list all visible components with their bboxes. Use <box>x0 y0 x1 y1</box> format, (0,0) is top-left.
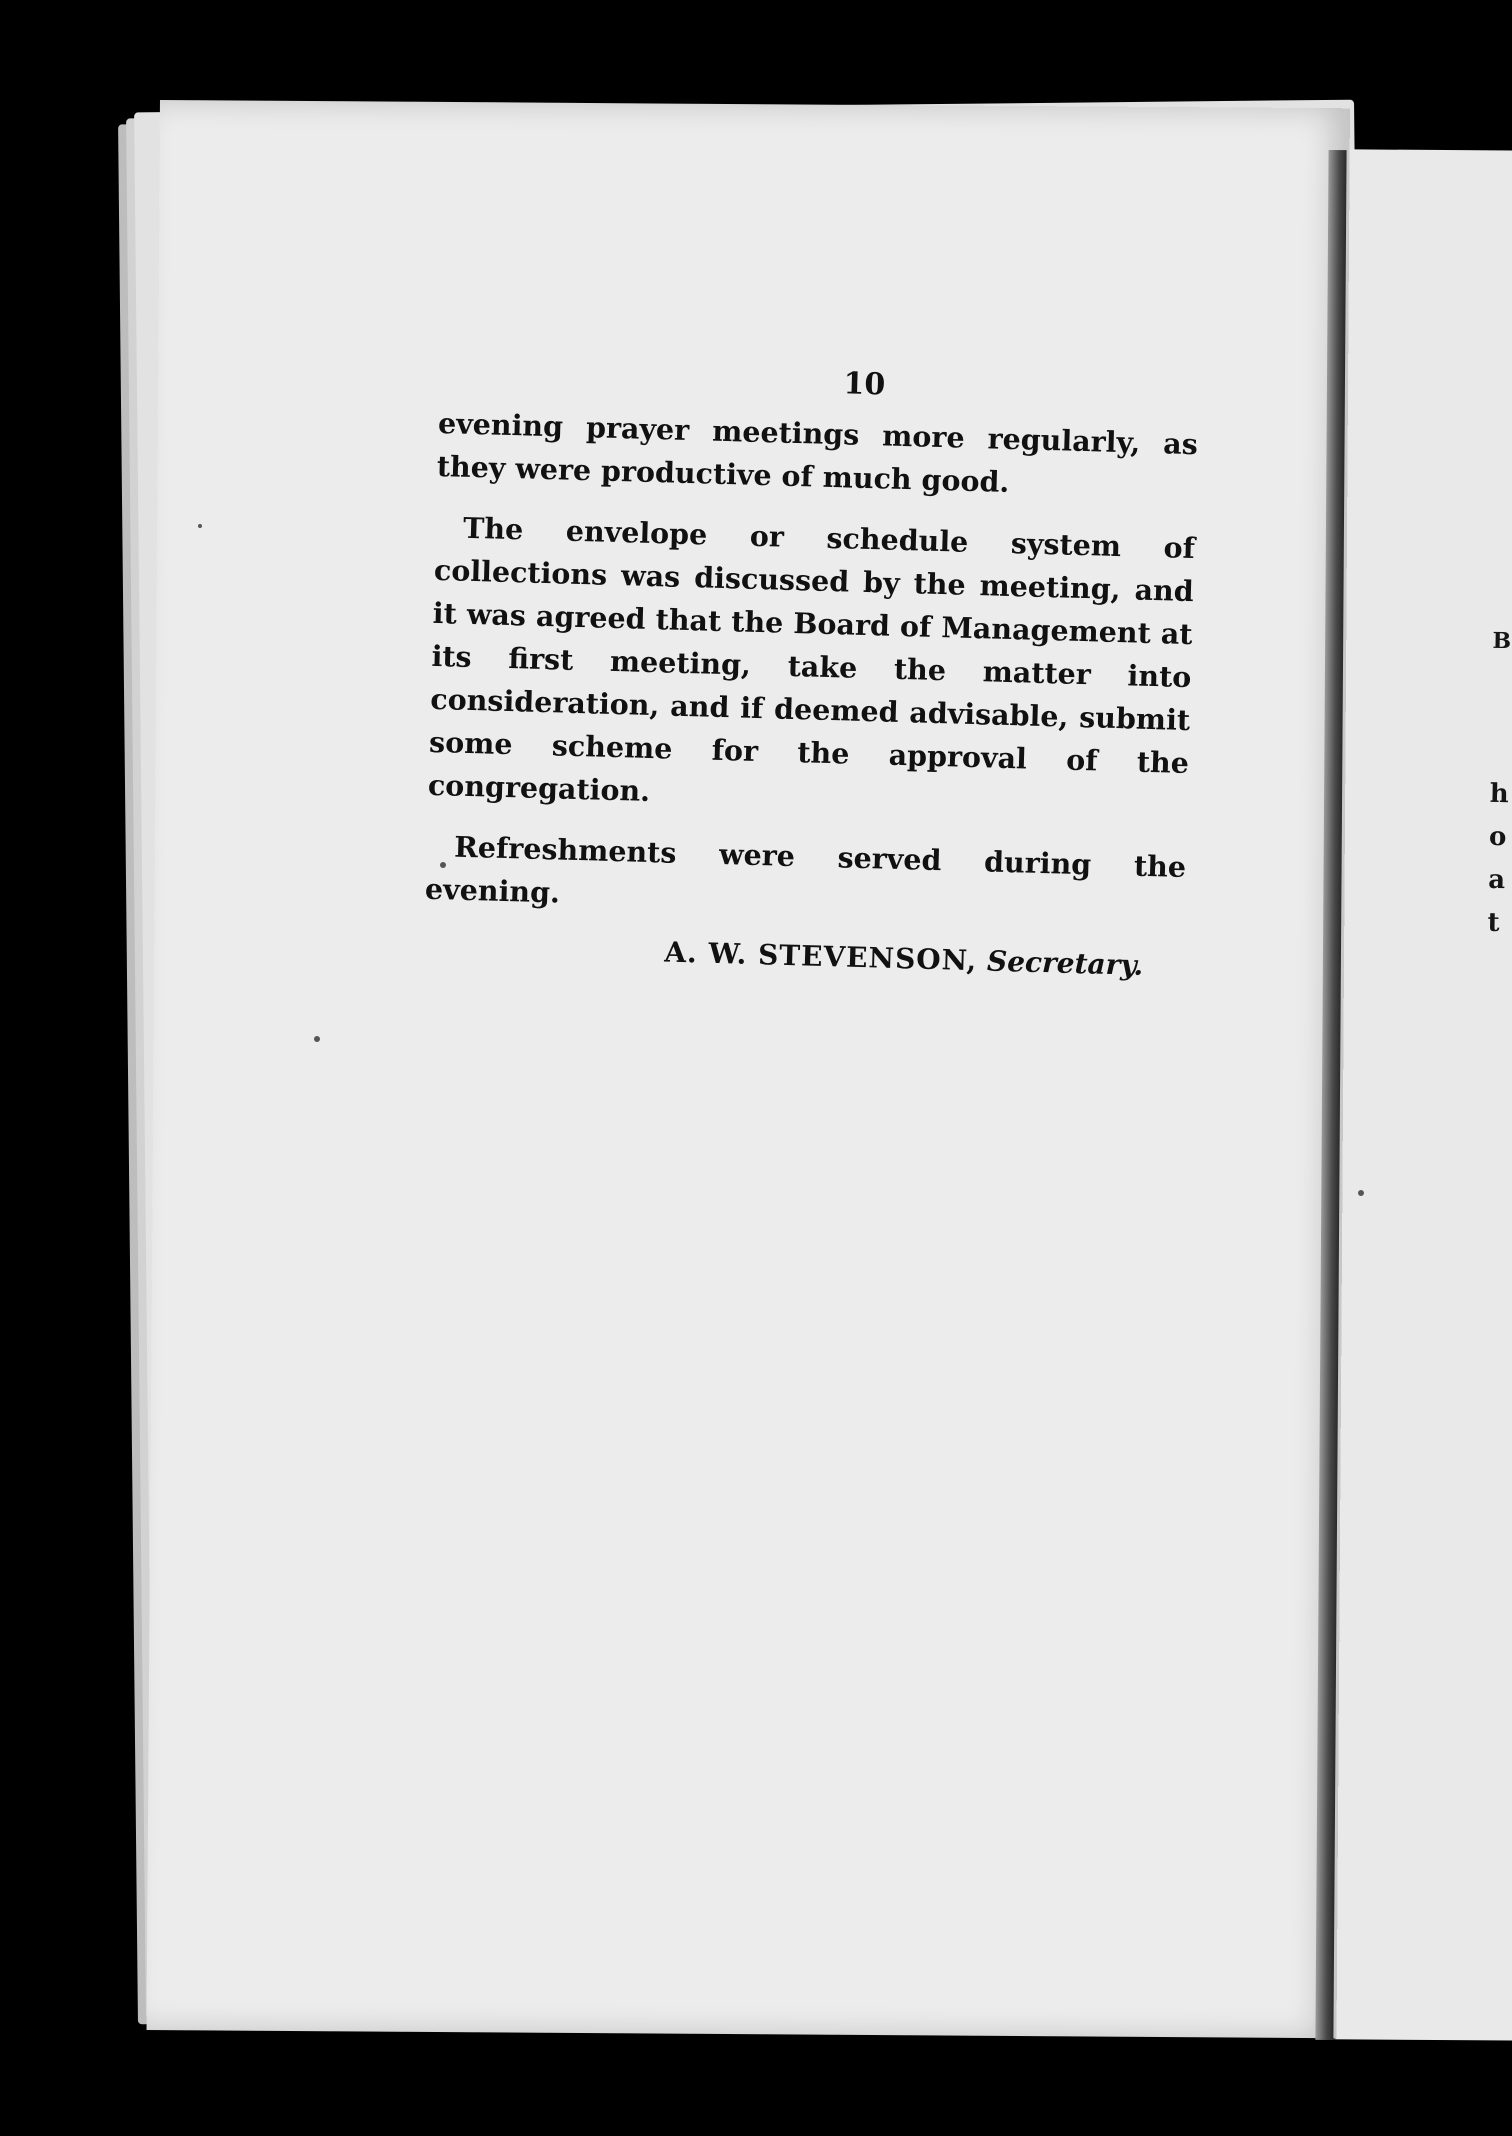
scan-speck <box>1358 1190 1364 1196</box>
facing-fragment: h <box>1489 778 1509 810</box>
page-body <box>423 355 1200 983</box>
scan-speck <box>440 862 446 868</box>
scan-speck <box>314 1036 320 1042</box>
signatory-name: A. W. STEVENSON, <box>663 935 978 978</box>
facing-fragment: t <box>1487 907 1500 939</box>
facing-fragment: B <box>1492 627 1512 655</box>
paragraph-prayer-meetings: evening prayer meetings more regularly, as they were productive of much good. <box>436 405 1199 499</box>
paragraph-refreshments: Refreshments were served during the evening. <box>424 829 1187 910</box>
page-number: 10 <box>842 366 886 403</box>
scan-speck <box>198 524 202 528</box>
facing-page <box>1329 149 1512 2040</box>
facing-fragment: o <box>1488 821 1507 853</box>
paragraph-envelope-system: The envelope or schedule system of collections was discussed by the meeting, and it was agreed that the Board of Management at its first meeting, take the matter into consideration, and if deemed advisable, submit some scheme for the approval of the congregation. <box>427 510 1196 809</box>
facing-fragment: a <box>1488 864 1506 896</box>
signatory-title: Secretary. <box>986 944 1144 982</box>
